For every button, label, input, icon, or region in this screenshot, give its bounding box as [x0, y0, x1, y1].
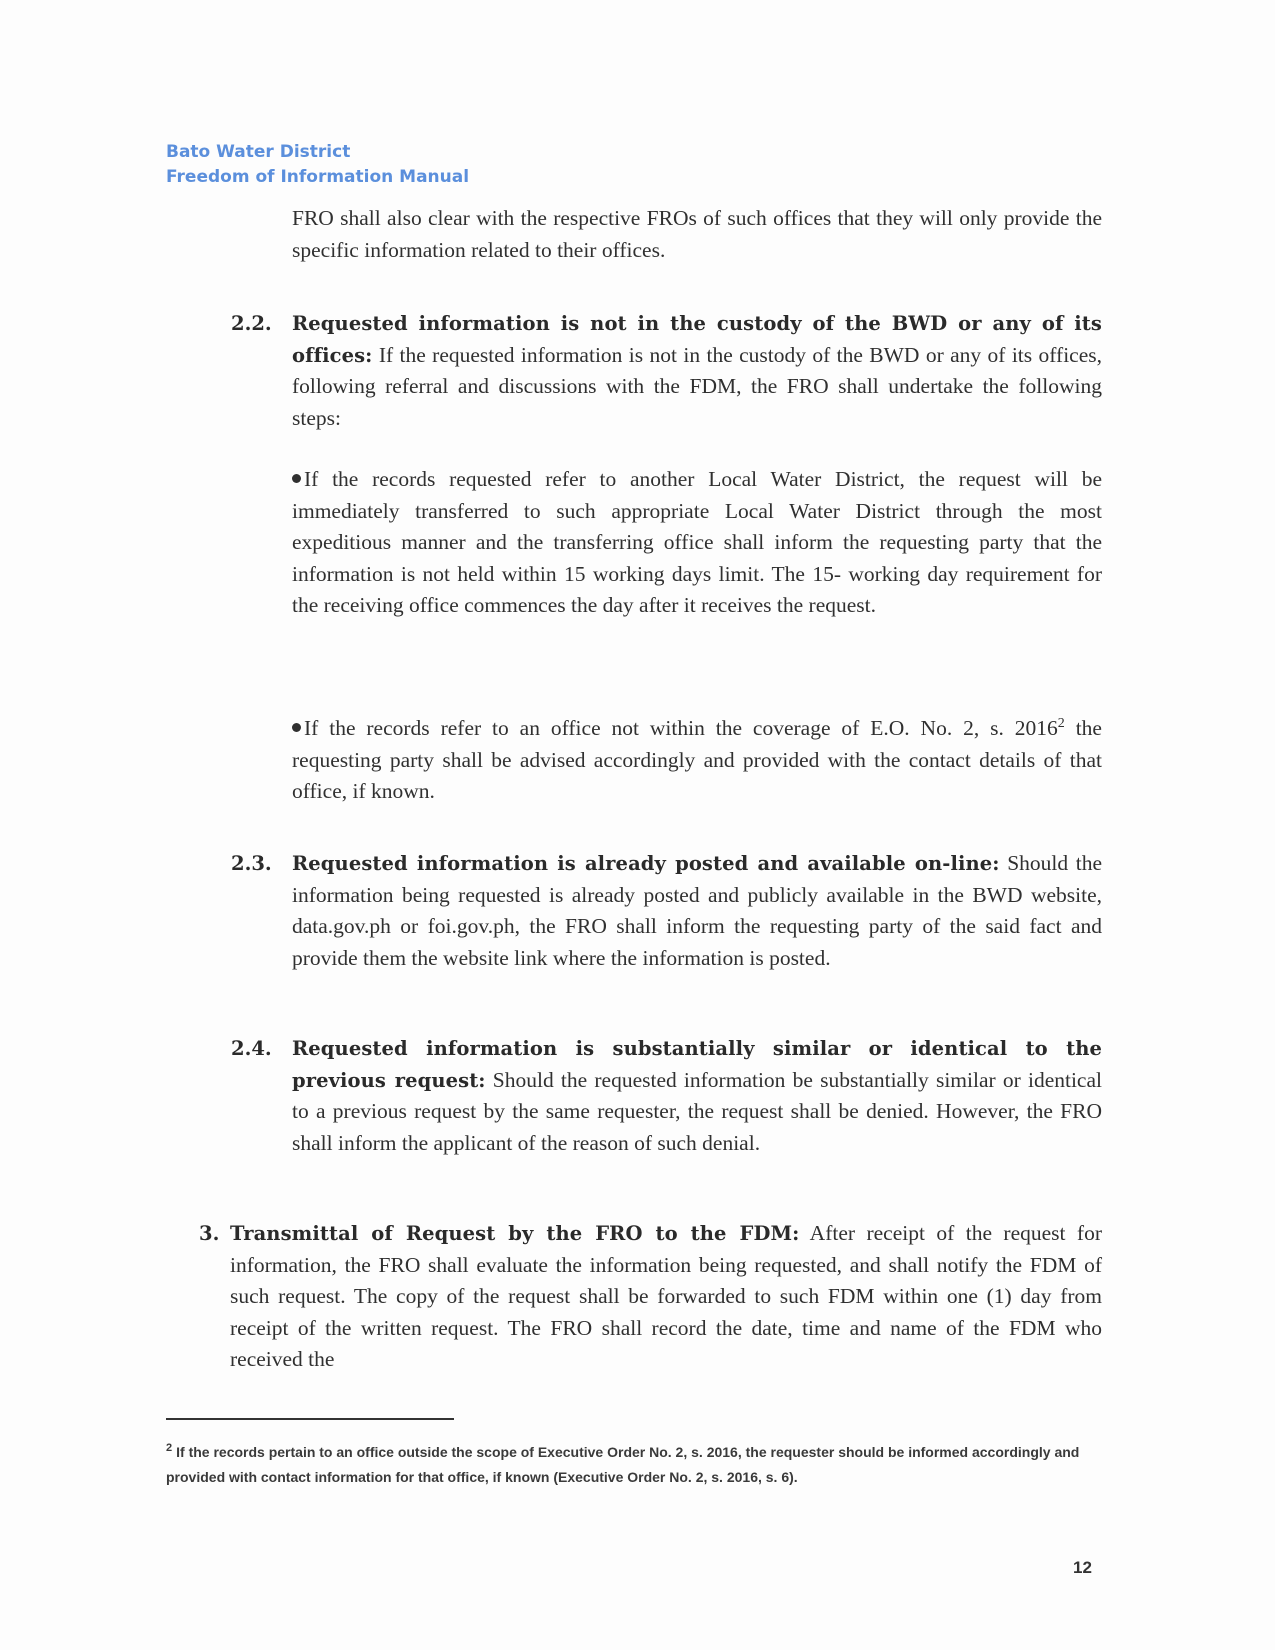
- section-text: After receipt of the request for information, the FRO shall evaluate the information being requested, and shall notify the FDM of such request. The copy of the request shall be forwarded to such FDM within one (1) day from receipt of the written request. The FRO shall record the date, time and name of the FDM who received the: [230, 1221, 1102, 1372]
- section-2-3-paragraph: [292, 848, 1102, 974]
- section-2-4-paragraph: [292, 1033, 1102, 1159]
- footnote-reference: 2: [1057, 716, 1065, 731]
- section-text: Should the information being requested is already posted and publicly available in the BWD website, data.gov.ph or foi.gov.ph, the FRO shall inform the requesting party of the said fact and provide them the website link where the information is posted.: [292, 851, 1103, 970]
- document-header: [166, 140, 469, 190]
- section-number: 3.: [199, 1222, 220, 1245]
- section-number: 2.4.: [231, 1037, 272, 1060]
- bullet-icon: [292, 474, 301, 483]
- section-2-2-paragraph: [292, 308, 1102, 434]
- bullet-text: If the records refer to an office not within the coverage of E.O. No. 2, s. 2016: [304, 716, 1058, 740]
- section-text: If the requested information is not in the custody of the BWD or any of its offices, following referral and discussions with the FDM, the FRO shall undertake the following steps:: [292, 342, 1102, 430]
- section-number: 2.2.: [231, 312, 272, 335]
- footnote-text: If the records pertain to an office outside the scope of Executive Order No. 2, s. 2016, the requester should be informed accordingly and provided with contact information for that office, if known (Executive Order No. 2, s. 2016, s. 6).: [166, 1444, 1080, 1485]
- footnote-divider: [166, 1418, 454, 1420]
- footnote-marker: 2: [166, 1442, 173, 1454]
- section-number: 2.3.: [231, 852, 272, 875]
- section-3-paragraph: [230, 1218, 1102, 1376]
- bullet-item: [292, 464, 1102, 622]
- header-organization: Bato Water District: [166, 142, 351, 162]
- section-text: Should the requested information be substantially similar or identical to a previous request by the same requester, the request shall be denied. However, the FRO shall inform the applicant of the reason of such denial.: [292, 1067, 1102, 1155]
- bullet-icon: [292, 723, 301, 732]
- header-manual-title: Freedom of Information Manual: [166, 167, 470, 187]
- page-number: 12: [1073, 1558, 1092, 1577]
- section-heading: Requested information is substantially similar or identical to the previous request:: [292, 1037, 1102, 1092]
- bullet-text: If the records requested refer to another Local Water District, the request will be immediately transferred to such appropriate Local Water District through the most expeditious manner and the transferring office shall inform the requesting party that the information is not held within 15 working days limit. The 15- working day requirement for the receiving office commences the day after it receives the request.: [292, 467, 1102, 618]
- footnote: [166, 1440, 1086, 1490]
- bullet-text-continued: the requesting party shall be advised accordingly and provided with the contact details of that office, if known.: [292, 716, 1102, 804]
- bullet-item: [292, 713, 1102, 808]
- section-heading: Requested information is already posted and available on-line:: [292, 852, 1000, 875]
- continuation-paragraph: FRO shall also clear with the respective FROs of such offices that they will only provide the specific information related to their offices.: [292, 206, 1102, 262]
- section-heading: Requested information is not in the custody of the BWD or any of its offices:: [292, 312, 1102, 367]
- section-heading: Transmittal of Request by the FRO to the FDM:: [230, 1222, 800, 1245]
